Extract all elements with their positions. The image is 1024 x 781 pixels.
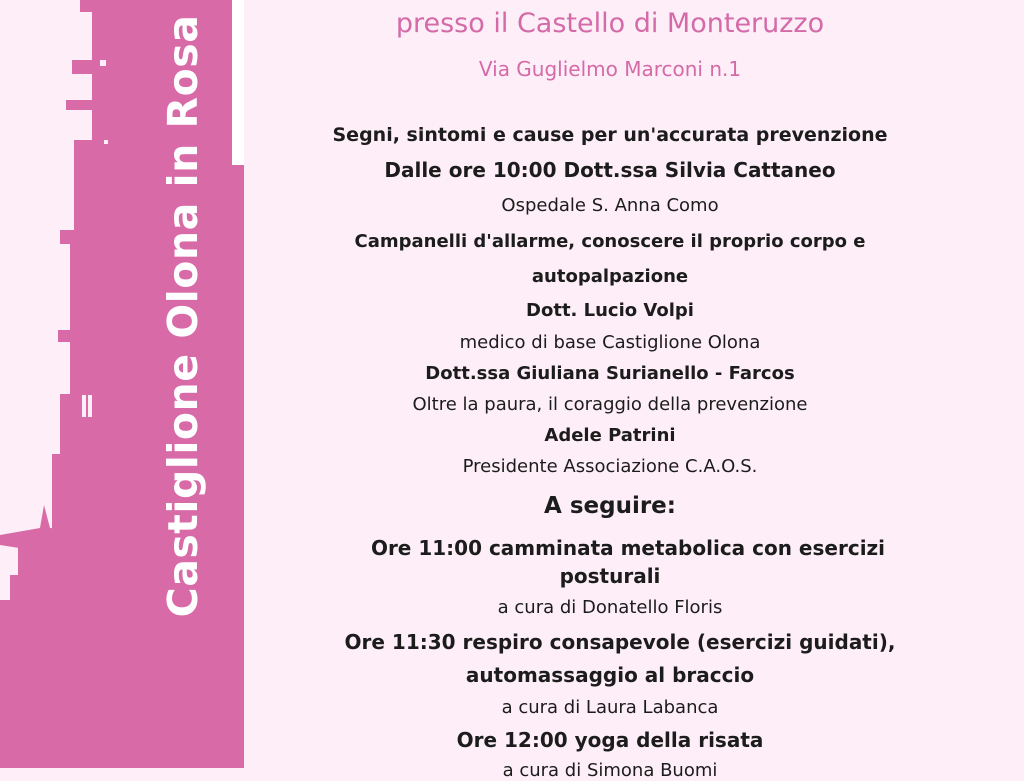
activity-3-line1: Ore 12:00 yoga della risata — [456, 728, 764, 752]
activity-2-line1: Ore 11:30 respiro consapevole (esercizi guidati), — [344, 630, 896, 654]
address-line: Via Guglielmo Marconi n.1 — [478, 57, 742, 81]
activity-1-line2: posturali — [559, 564, 661, 588]
vertical-event-title: Castiglione Olona in Rosa — [159, 14, 207, 618]
talk-2-affiliation: medico di base Castiglione Olona — [459, 332, 761, 353]
talk-4-speaker: Adele Patrini — [544, 425, 676, 446]
activity-1-line1: Ore 11:00 camminata metabolica con esercizi — [370, 536, 886, 560]
activity-2-by: a cura di Laura Labanca — [501, 697, 719, 718]
talk-4-affiliation: Presidente Associazione C.A.O.S. — [462, 456, 758, 477]
talk-1-topic: Segni, sintomi e cause per un'accurata prevenzione — [332, 124, 888, 146]
activity-1-by: a cura di Donatello Floris — [497, 597, 723, 618]
talk-2-topic-line1: Campanelli d'allarme, conoscere il proprio corpo e — [354, 231, 866, 252]
talk-1-speaker: Dalle ore 10:00 Dott.ssa Silvia Cattaneo — [384, 158, 836, 182]
activity-2-line2: automassaggio al braccio — [465, 663, 755, 687]
venue-line: presso il Castello di Monteruzzo — [395, 8, 825, 39]
talk-2-speaker: Dott. Lucio Volpi — [526, 300, 694, 321]
castle-skyline-silhouette — [0, 0, 250, 768]
activity-3-by: a cura di Simona Buomi — [502, 760, 718, 781]
talk-4-topic: Oltre la paura, il coraggio della prevenzione — [412, 394, 808, 415]
talk-1-affiliation: Ospedale S. Anna Como — [501, 195, 719, 216]
talk-2-topic-line2: autopalpazione — [531, 266, 689, 287]
following-heading: A seguire: — [544, 493, 676, 519]
talk-3-speaker: Dott.ssa Giuliana Surianello - Farcos — [425, 363, 795, 384]
